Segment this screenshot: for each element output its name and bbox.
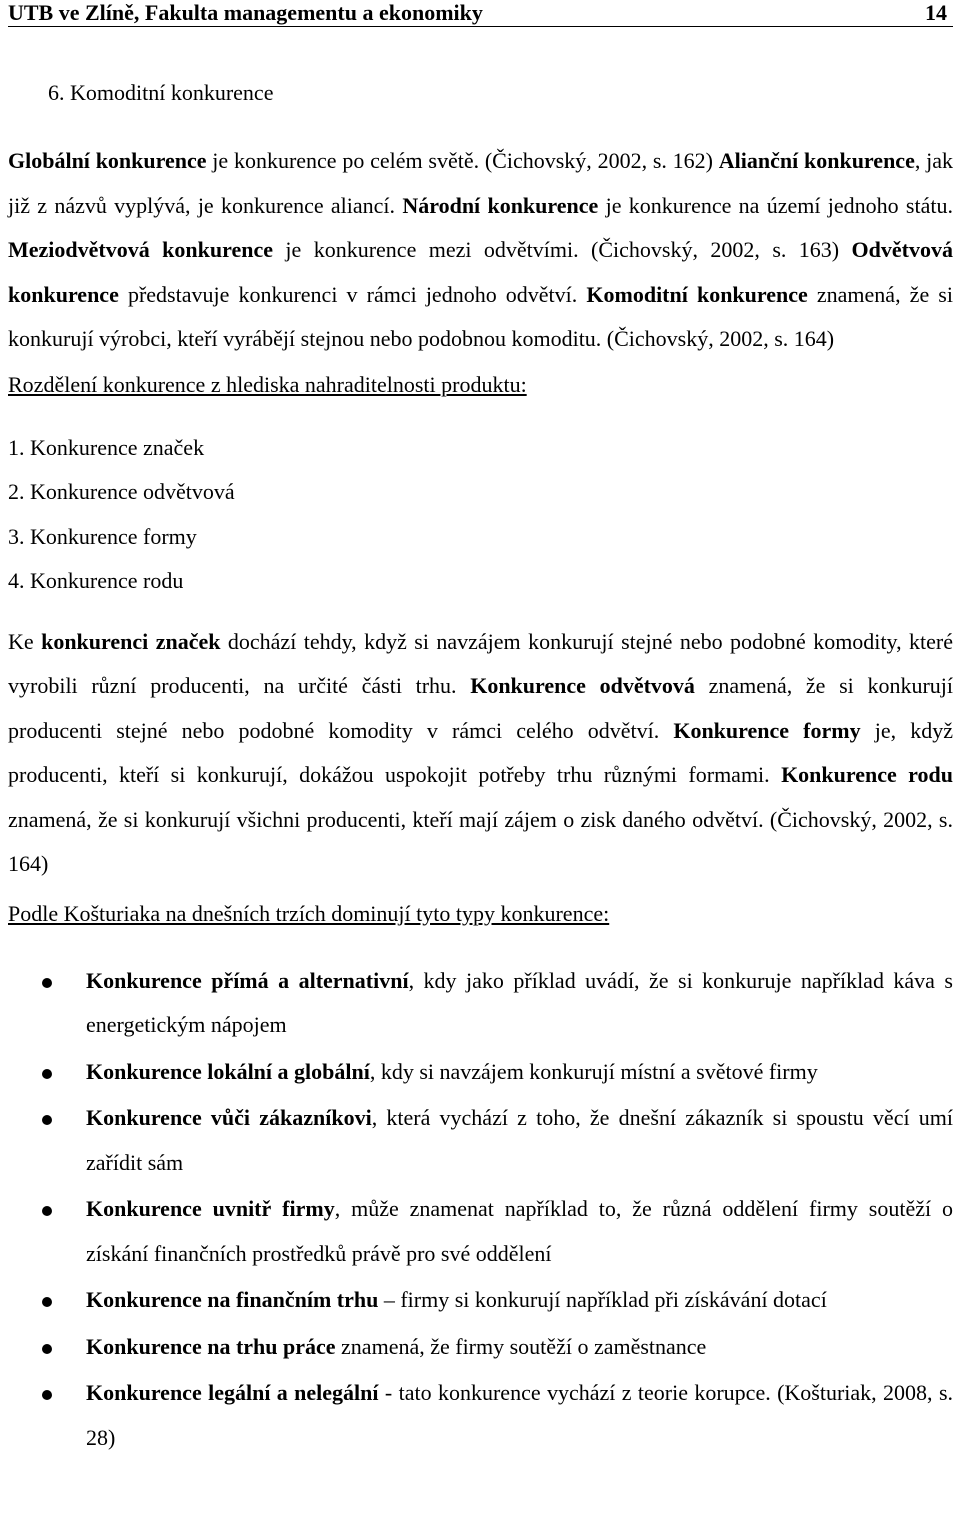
bullet-icon — [42, 1206, 52, 1216]
bold-term: Konkurence na trhu práce — [86, 1333, 336, 1359]
page-header — [8, 0, 953, 27]
bullet-icon — [42, 1115, 52, 1125]
bullet-item — [8, 1096, 953, 1185]
page-number: 14 — [925, 0, 947, 25]
bullet-text: Konkurence legální a nelegální - tato konkurence vychází z teorie korupce. (Košturiak, 2008, s. 28) — [86, 1380, 953, 1450]
list-item: 3. Konkurence formy — [8, 523, 197, 549]
bold-term: Národní konkurence — [402, 192, 599, 218]
bold-term: Komoditní konkurence — [586, 281, 808, 307]
bold-term: Konkurence uvnitř firmy — [86, 1196, 335, 1221]
chapter-heading: 6. Komoditní konkurence — [48, 80, 274, 105]
bullet-item — [8, 1371, 953, 1460]
subheading-substitutability: Rozdělení konkurence z hlediska nahraditelnosti produktu: — [8, 371, 527, 397]
bold-term: Globální konkurence — [8, 148, 207, 173]
document-page — [8, 0, 953, 1462]
bullet-item — [8, 1050, 953, 1095]
bold-term: Konkurence rodu — [781, 762, 953, 787]
list-item: 4. Konkurence rodu — [8, 568, 184, 593]
paragraph-competition-definitions: Ke konkurenci značek dochází tehdy, když si navzájem konkurují stejné nebo podobné komodity, které vyrobili různí producenti, na určité části trhu. Konkurence odvětvová znamená, že si konkurují producenti stejné nebo podobné komodity v rámci celého odvětví. Konkurence formy je, když producenti, kteří si konkurují, dokážou uspokojit potřeby trhu různými formami. Konkurence rodu znamená, že si konkurují všichni producenti, kteří mají zájem o zisk daného odvětví. (Čichovský, 2002, s. 164) — [8, 628, 954, 876]
bold-term: Konkurence odvětvová — [470, 673, 695, 698]
bold-term: Konkurence legální a nelegální — [86, 1380, 379, 1405]
bullet-text: Konkurence na trhu práce znamená, že firmy soutěží o zaměstnance — [86, 1333, 707, 1359]
bold-term: Alianční konkurence — [718, 148, 915, 173]
bold-term: konkurenci značek — [41, 628, 221, 654]
bullet-icon — [42, 1344, 52, 1354]
bullet-item — [8, 1187, 953, 1276]
header-title: UTB ve Zlíně, Fakulta managementu a ekonomiky — [8, 0, 483, 25]
bold-term: Konkurence lokální a globální — [86, 1058, 370, 1084]
bullet-item — [8, 959, 953, 1048]
bullet-list — [8, 959, 953, 1461]
bold-term: Konkurence vůči zákazníkovi — [86, 1105, 372, 1130]
bullet-text: Konkurence na finančním trhu – firmy si konkurují například při získávání dotací — [86, 1287, 827, 1312]
subheading-kosturiak: Podle Košturiaka na dnešních trzích dominují tyto typy konkurence: — [8, 900, 610, 926]
list-item: 2. Konkurence odvětvová — [8, 479, 235, 504]
bold-term: Konkurence na finančním trhu — [86, 1287, 379, 1312]
list-item: 1. Konkurence značek — [8, 434, 205, 460]
numbered-list — [8, 426, 953, 604]
bold-term: Konkurence formy — [673, 717, 861, 743]
bold-term: Odvětvová konkurence — [8, 237, 953, 307]
bullet-text: Konkurence uvnitř firmy, může znamenat například to, že různá oddělení firmy soutěží o získání finančních prostředků právě pro své oddělení — [86, 1196, 954, 1266]
bullet-text: Konkurence přímá a alternativní, kdy jako příklad uvádí, že si konkuruje například káva s energetickým nápojem — [86, 967, 953, 1037]
bullet-icon — [42, 1069, 52, 1079]
bullet-icon — [42, 1390, 52, 1400]
bullet-item — [8, 1278, 953, 1323]
bullet-icon — [42, 1297, 52, 1307]
paragraph-competition-types: Globální konkurence je konkurence po celém světě. (Čichovský, 2002, s. 162) Alianční konkurence, jak již z názvů vyplývá, je konkurence aliancí. Národní konkurence je konkurence na území jednoho státu. Meziodvětvová konkurence je konkurence mezi odvětvími. (Čichovský, 2002, s. 163) Odvětvová konkurence představuje konkurenci v rámci jednoho odvětví. Komoditní konkurence znamená, že si konkurují výrobci, kteří vyrábějí stejnou nebo podobnou komoditu. (Čichovský, 2002, s. 164) — [8, 148, 953, 351]
bullet-icon — [42, 978, 52, 988]
bullet-text: Konkurence vůči zákazníkovi, která vychází z toho, že dnešní zákazník si spoustu věcí umí zařídit sám — [86, 1105, 953, 1175]
bold-term: Meziodvětvová konkurence — [8, 237, 273, 262]
bullet-text: Konkurence lokální a globální, kdy si navzájem konkurují místní a světové firmy — [86, 1058, 818, 1084]
bullet-item — [8, 1325, 953, 1370]
bold-term: Konkurence přímá a alternativní — [86, 967, 409, 993]
